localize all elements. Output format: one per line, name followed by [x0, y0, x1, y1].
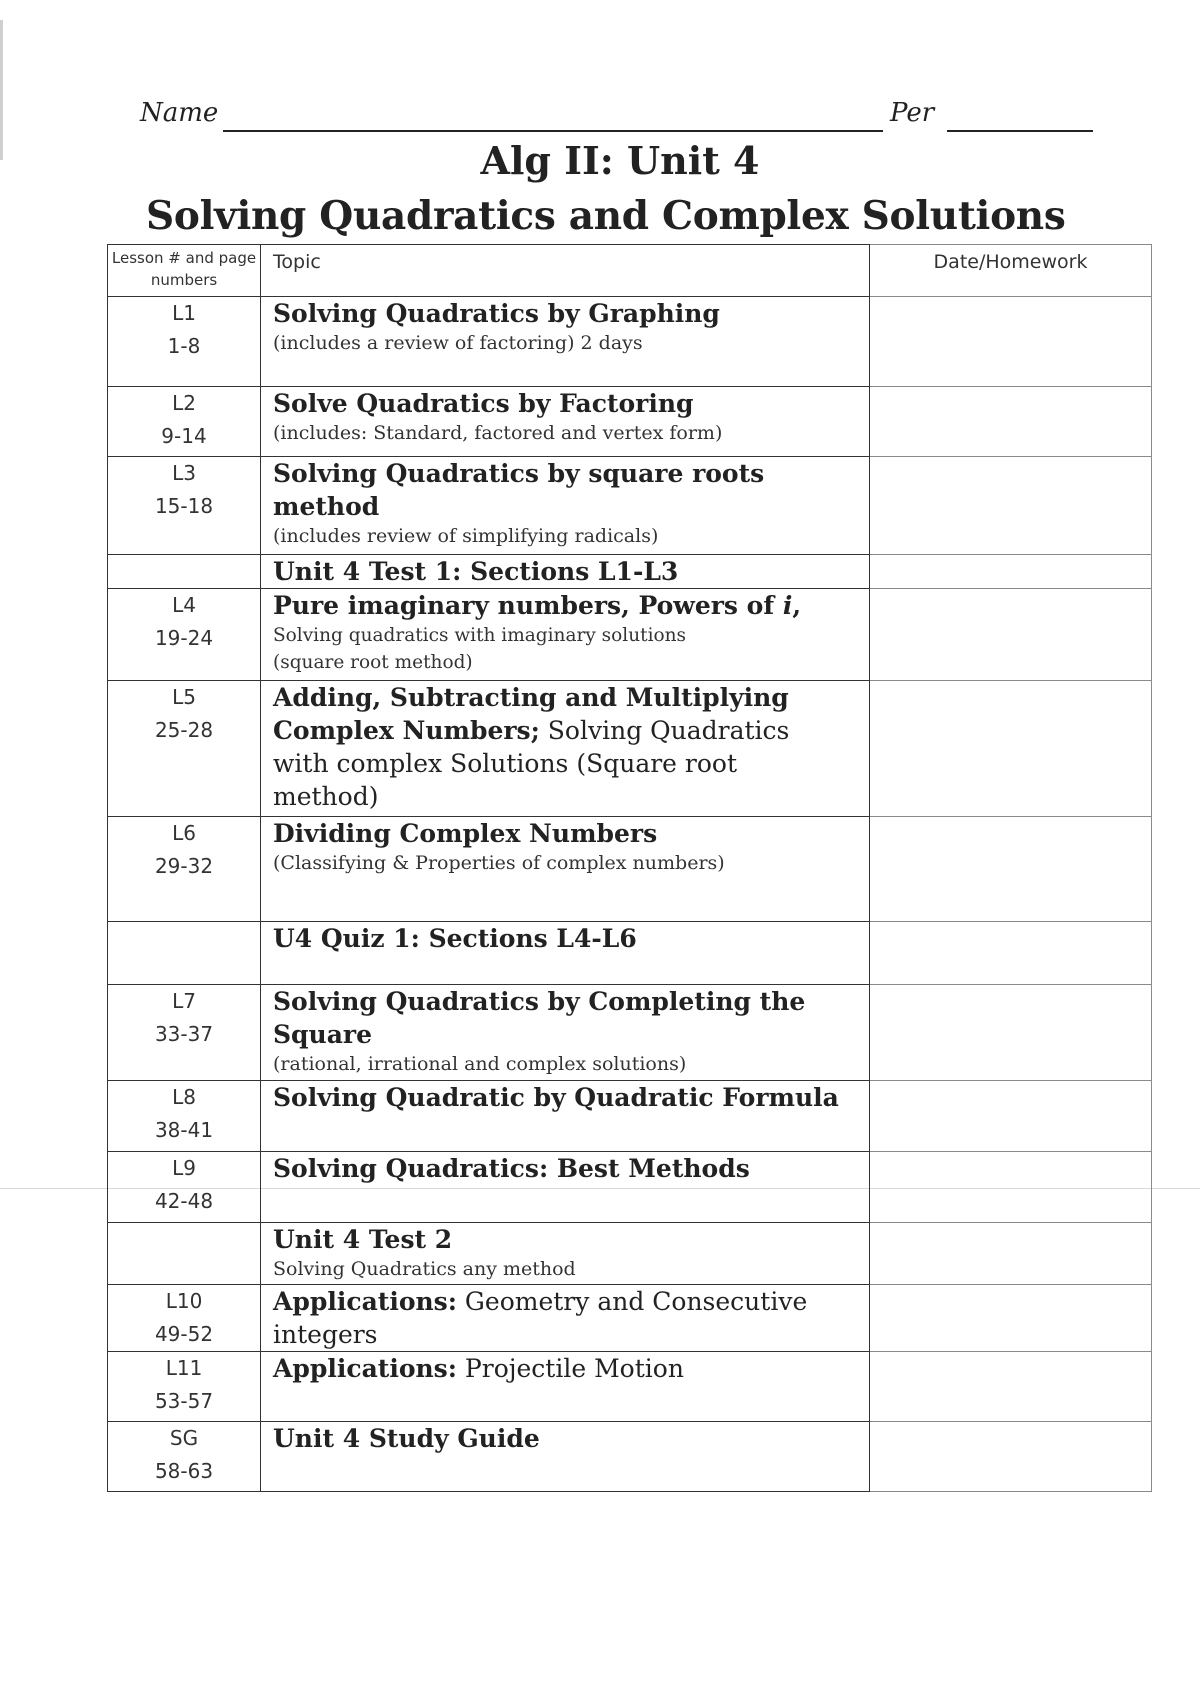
- table-row: [108, 457, 1152, 555]
- topic-cell: [261, 297, 870, 387]
- page-title: Alg II: Unit 4: [480, 138, 760, 183]
- table-row: [108, 817, 1152, 922]
- table-row: [108, 681, 1152, 817]
- lesson-cell: [108, 922, 261, 985]
- topic-title-text: Pure imaginary numbers, Powers of: [273, 591, 783, 620]
- lesson-pages: 58-63: [154, 1459, 214, 1483]
- topic-note: (square root method): [273, 652, 473, 673]
- topic-title-mixed: [273, 714, 869, 747]
- topic-title-rest: Solving Quadratics: [539, 716, 790, 745]
- lesson-number: L1: [172, 301, 196, 325]
- topic-note: with complex Solutions (Square root: [273, 749, 738, 778]
- homework-cell[interactable]: [870, 985, 1152, 1081]
- topic-cell: [261, 1285, 870, 1352]
- lesson-cell: [108, 457, 261, 555]
- topic-cell: [261, 681, 870, 817]
- lesson-pages: 19-24: [154, 626, 214, 650]
- topic-cell: [261, 1422, 870, 1492]
- period-field-line[interactable]: [947, 130, 1093, 132]
- lesson-cell: [108, 817, 261, 922]
- lesson-cell: [108, 681, 261, 817]
- topic-title-rest: Projectile Motion: [456, 1354, 684, 1383]
- topic-note: (rational, irrational and complex solutions): [273, 1053, 687, 1075]
- lesson-pages: 42-48: [154, 1189, 214, 1213]
- topic-cell: [261, 457, 870, 555]
- lesson-number: L7: [172, 989, 196, 1013]
- lesson-number: L2: [172, 391, 196, 415]
- topic-note: Solving quadratics with imaginary solutions: [273, 625, 687, 646]
- table-row: [108, 555, 1152, 589]
- lesson-cell: [108, 1422, 261, 1492]
- lesson-pages: 1-8: [167, 334, 201, 358]
- lesson-schedule-table: [107, 244, 1152, 1492]
- lesson-number: L3: [172, 461, 196, 485]
- topic-note: method): [273, 782, 379, 811]
- lesson-number: SG: [169, 1426, 199, 1450]
- homework-cell[interactable]: [870, 589, 1152, 681]
- header-topic-cell: [261, 245, 870, 297]
- topic-title-end: ,: [792, 591, 802, 620]
- topic-cell: [261, 589, 870, 681]
- table-row: [108, 1152, 1152, 1223]
- page-subtitle: Solving Quadratics and Complex Solutions: [146, 193, 1066, 239]
- homework-cell[interactable]: [870, 817, 1152, 922]
- lesson-pages: 38-41: [154, 1118, 214, 1142]
- lesson-cell: [108, 1081, 261, 1152]
- lesson-number: L11: [165, 1356, 203, 1380]
- table-row: [108, 589, 1152, 681]
- homework-cell[interactable]: [870, 1352, 1152, 1422]
- topic-note: (includes: Standard, factored and vertex form): [273, 422, 723, 444]
- lesson-cell: [108, 985, 261, 1081]
- header-lesson-label: Lesson # and page numbers: [111, 249, 257, 289]
- homework-cell[interactable]: [870, 681, 1152, 817]
- topic-cell: [261, 1152, 870, 1223]
- homework-cell[interactable]: [870, 1152, 1152, 1223]
- lesson-cell: [108, 1352, 261, 1422]
- table-row: [108, 1285, 1152, 1352]
- table-row: [108, 985, 1152, 1081]
- lesson-cell: [108, 297, 261, 387]
- topic-title-bold: Applications:: [273, 1354, 457, 1383]
- header-date-cell: [870, 245, 1152, 297]
- topic-title: Solving Quadratic by Quadratic Formula: [273, 1083, 839, 1112]
- lesson-number: L5: [172, 685, 196, 709]
- lesson-pages: 25-28: [154, 718, 214, 742]
- topic-note: (Classifying & Properties of complex numbers): [273, 852, 725, 874]
- header-topic-label: Topic: [273, 251, 321, 273]
- table-row: [108, 1352, 1152, 1422]
- lesson-pages: 49-52: [154, 1322, 214, 1346]
- lesson-pages: 33-37: [154, 1022, 214, 1046]
- lesson-cell: [108, 555, 261, 589]
- header-lesson-cell: [108, 245, 261, 297]
- topic-title: Dividing Complex Numbers: [273, 819, 658, 848]
- homework-cell[interactable]: [870, 297, 1152, 387]
- topic-title-italic: i: [782, 591, 793, 620]
- lesson-pages: 15-18: [154, 494, 214, 518]
- lesson-number: L4: [172, 593, 196, 617]
- topic-title: Solve Quadratics by Factoring: [273, 389, 694, 418]
- topic-cell: [261, 1223, 870, 1285]
- homework-cell[interactable]: [870, 922, 1152, 985]
- lesson-number: L10: [165, 1289, 203, 1313]
- topic-note: (includes review of simplifying radicals): [273, 525, 659, 547]
- topic-title: Solving Quadratics by Graphing: [273, 299, 720, 328]
- topic-cell: [261, 922, 870, 985]
- topic-title-rest: Geometry and Consecutive: [456, 1287, 808, 1316]
- lesson-cell: [108, 1285, 261, 1352]
- topic-title: [273, 589, 869, 622]
- name-label: Name: [140, 98, 219, 128]
- topic-title: Unit 4 Test 2: [273, 1225, 453, 1254]
- topic-title: U4 Quiz 1: Sections L4-L6: [273, 924, 637, 953]
- table-row: [108, 1422, 1152, 1492]
- topic-title-cont: Square: [273, 1020, 372, 1049]
- period-label: Per: [890, 98, 935, 128]
- topic-title: [273, 1285, 869, 1318]
- topic-cell: [261, 817, 870, 922]
- topic-cell: [261, 985, 870, 1081]
- topic-title: Unit 4 Study Guide: [273, 1424, 540, 1453]
- homework-cell[interactable]: [870, 1285, 1152, 1352]
- lesson-pages: 29-32: [154, 854, 214, 878]
- topic-cell: [261, 555, 870, 589]
- lesson-pages: 53-57: [154, 1389, 214, 1413]
- topic-title: Adding, Subtracting and Multiplying: [273, 683, 789, 712]
- topic-title: [273, 1352, 869, 1385]
- topic-title-cont: method: [273, 492, 380, 521]
- topic-title-bold: Complex Numbers;: [273, 716, 540, 745]
- lesson-number: L8: [172, 1085, 196, 1109]
- table-row: [108, 922, 1152, 985]
- table-row: [108, 1223, 1152, 1285]
- topic-title: Unit 4 Test 1: Sections L1-L3: [273, 557, 679, 586]
- lesson-cell: [108, 1223, 261, 1285]
- topic-note: (includes a review of factoring) 2 days: [273, 332, 643, 354]
- topic-cell: [261, 1352, 870, 1422]
- topic-title: Solving Quadratics: Best Methods: [273, 1154, 750, 1183]
- topic-cell: [261, 387, 870, 457]
- homework-cell[interactable]: [870, 1223, 1152, 1285]
- table-header-row: [108, 245, 1152, 297]
- homework-cell[interactable]: [870, 555, 1152, 589]
- lesson-cell: [108, 589, 261, 681]
- homework-cell[interactable]: [870, 457, 1152, 555]
- homework-cell[interactable]: [870, 1081, 1152, 1152]
- name-field-line[interactable]: [223, 130, 883, 132]
- lesson-number: L6: [172, 821, 196, 845]
- homework-cell[interactable]: [870, 1422, 1152, 1492]
- topic-title: Solving Quadratics by square roots: [273, 459, 765, 488]
- homework-cell[interactable]: [870, 387, 1152, 457]
- topic-note: integers: [273, 1320, 378, 1349]
- lesson-cell: [108, 387, 261, 457]
- header-date-label: Date/Homework: [933, 251, 1088, 273]
- table-row: [108, 387, 1152, 457]
- lesson-number: L9: [172, 1156, 196, 1180]
- topic-title-bold: Applications:: [273, 1287, 457, 1316]
- lesson-cell: [108, 1152, 261, 1223]
- lesson-pages: 9-14: [161, 424, 207, 448]
- topic-title: Solving Quadratics by Completing the: [273, 987, 806, 1016]
- table-row: [108, 297, 1152, 387]
- topic-note: Solving Quadratics any method: [273, 1258, 576, 1280]
- topic-cell: [261, 1081, 870, 1152]
- table-row: [108, 1081, 1152, 1152]
